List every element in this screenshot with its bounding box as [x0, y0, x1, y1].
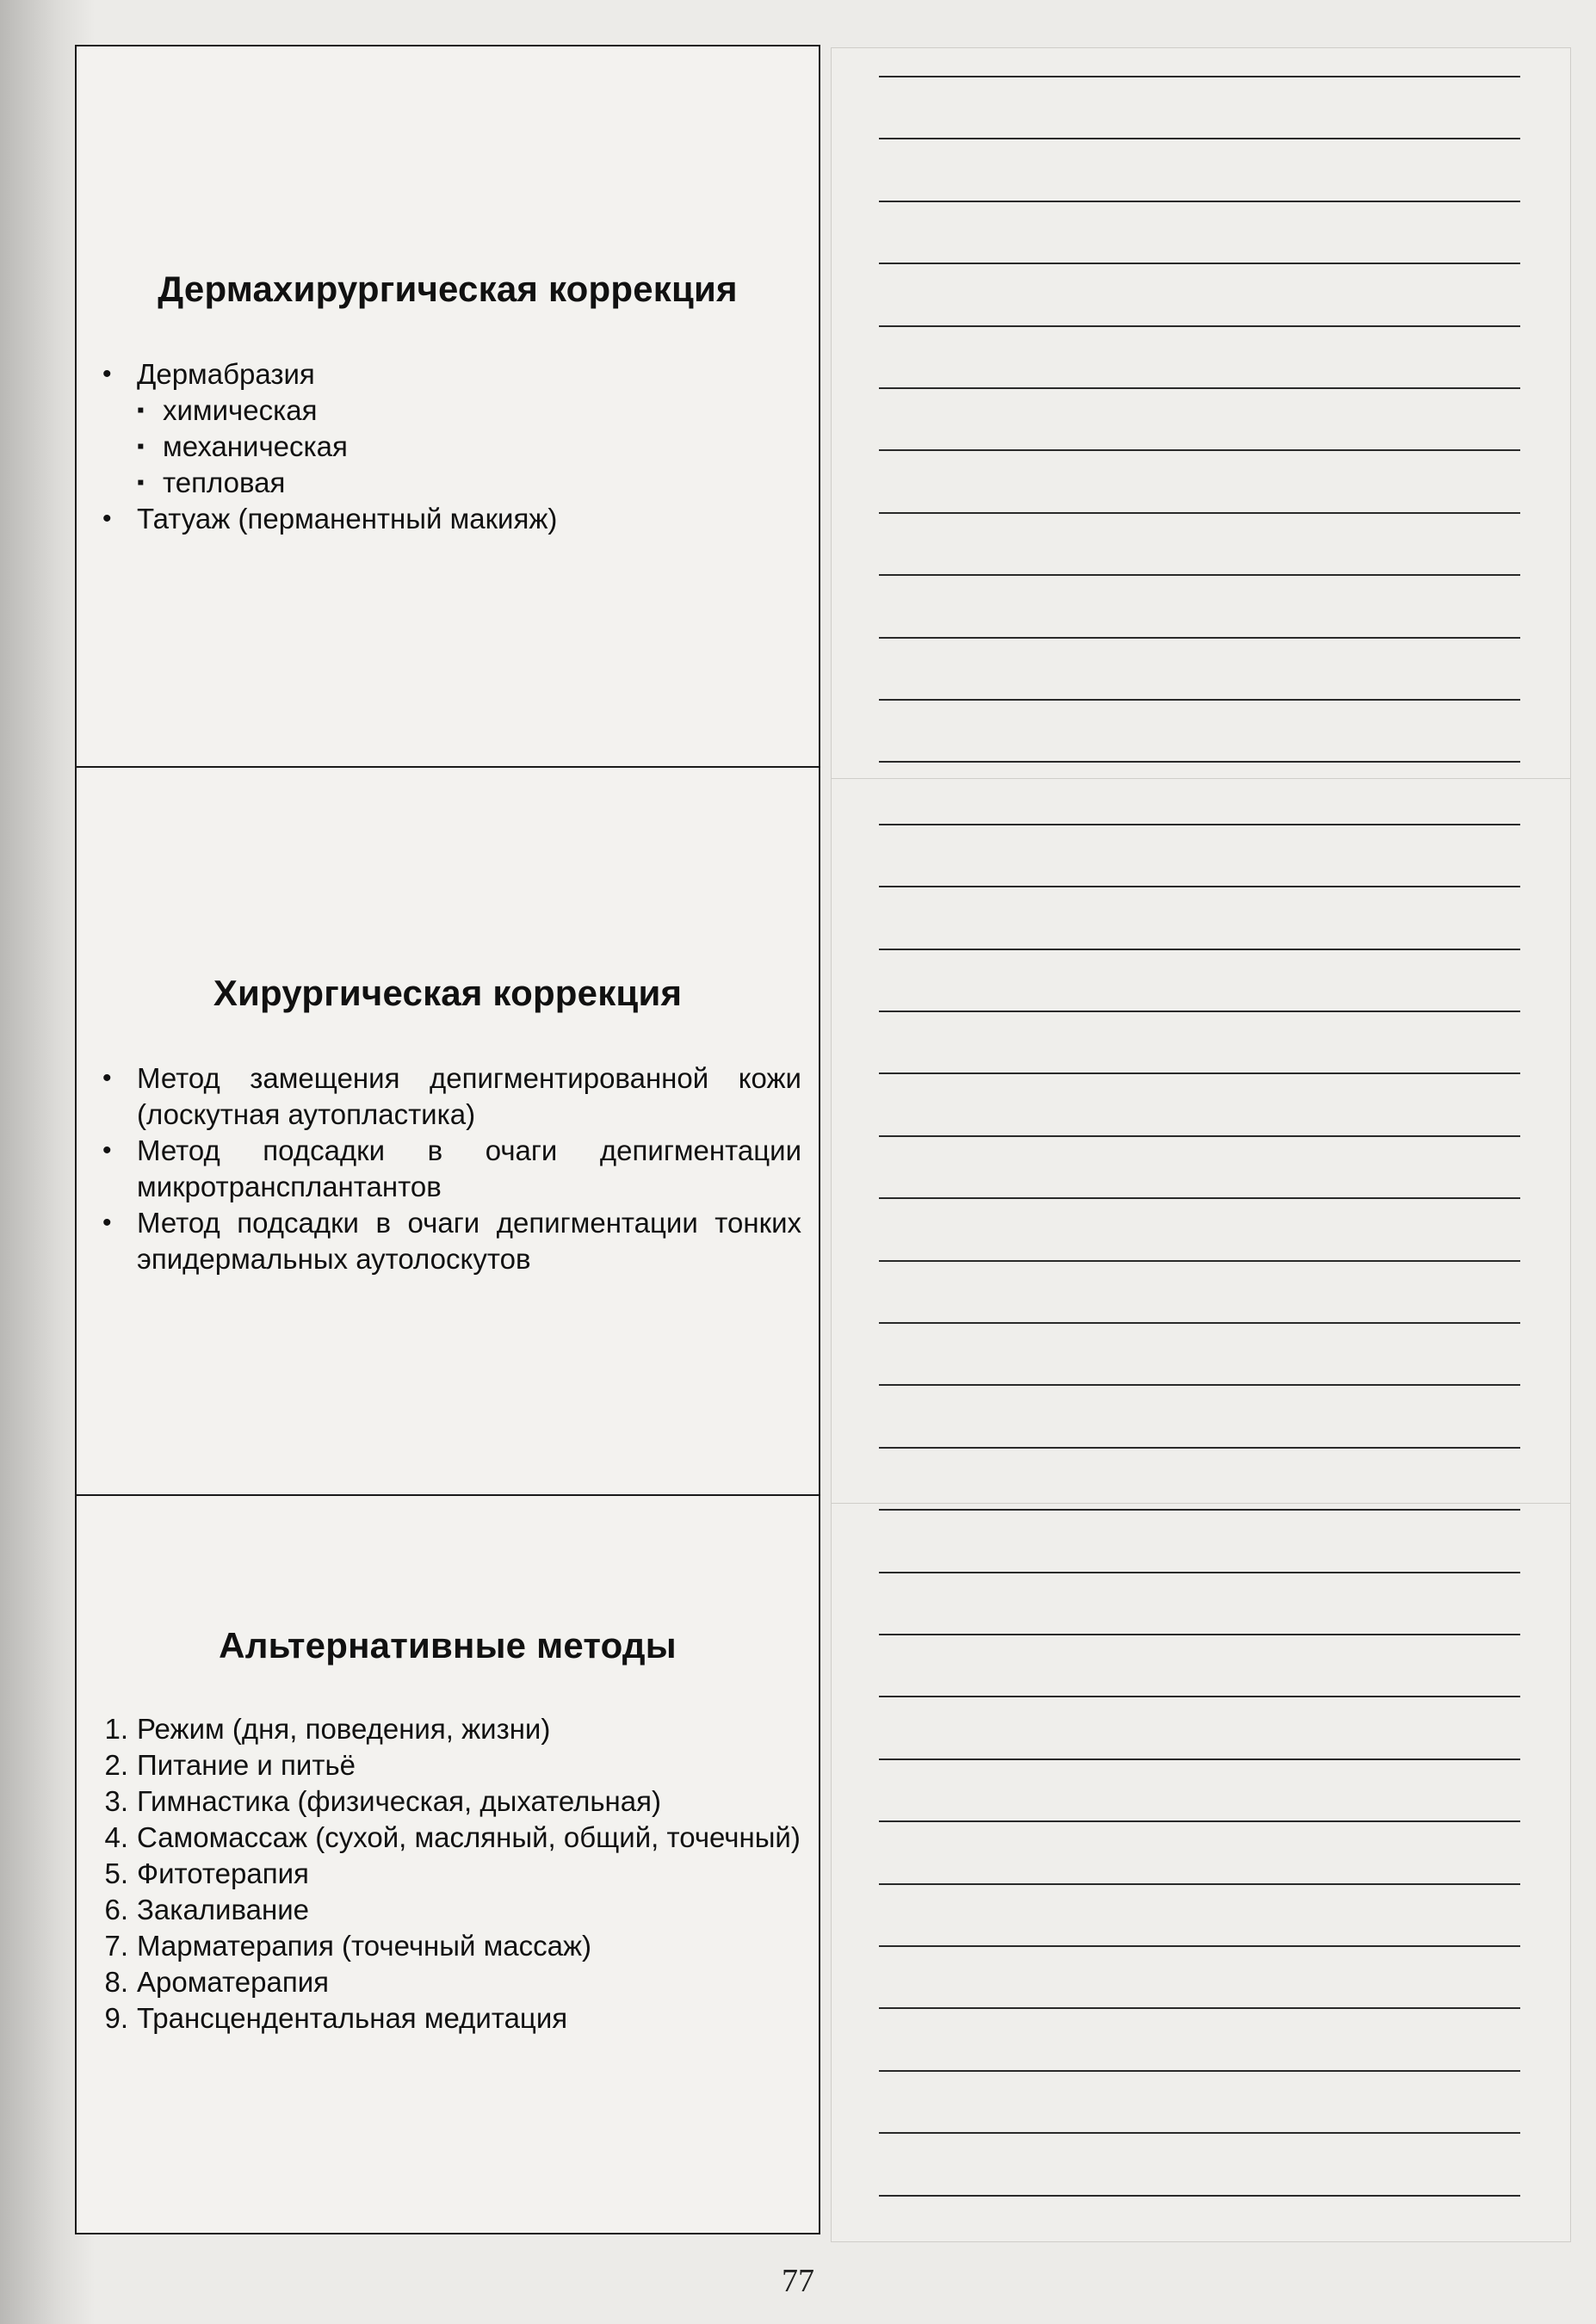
list-item — [94, 1747, 801, 1783]
writing-rule-line — [879, 2070, 1520, 2072]
list-item-text: Фитотерапия — [137, 1857, 309, 1889]
writing-rule-line — [879, 824, 1520, 825]
writing-rule-line — [879, 1883, 1520, 1885]
list-item-text: Дермабразия — [137, 358, 315, 390]
writing-rule-line — [879, 1011, 1520, 1012]
writing-rule-line — [879, 201, 1520, 202]
ruled-notes-panel — [831, 47, 1571, 2242]
list-item — [94, 1060, 801, 1133]
list-item-text: Ароматерапия — [137, 1966, 330, 1998]
writing-rule-line — [879, 1758, 1520, 1760]
list-item — [94, 2000, 801, 2037]
list-item-number: 4. — [104, 1821, 128, 1853]
sub-list-item — [94, 392, 801, 429]
writing-rule-line — [879, 1322, 1520, 1324]
writing-rule-line — [879, 138, 1520, 139]
writing-rule-line — [879, 1572, 1520, 1573]
writing-rule-line — [879, 325, 1520, 327]
writing-rule-line — [879, 949, 1520, 950]
list-item-number: 2. — [104, 1749, 128, 1781]
list-item — [94, 356, 801, 501]
writing-rule-line — [879, 1820, 1520, 1822]
card-alternative-methods — [75, 1494, 820, 2234]
writing-rule-line — [879, 1135, 1520, 1137]
writing-rule-line — [879, 1197, 1520, 1199]
list-item-text: Питание и питьё — [137, 1749, 356, 1781]
list-item-number: 9. — [104, 2002, 128, 2034]
writing-rule-line — [879, 1634, 1520, 1635]
writing-rule-line — [879, 637, 1520, 639]
list-item-number: 5. — [104, 1857, 128, 1889]
writing-rule-line — [879, 387, 1520, 389]
page-number: 77 — [782, 2263, 814, 2299]
writing-rule-line — [879, 574, 1520, 576]
section-divider — [832, 778, 1570, 779]
list-item-text: Метод замещения депигментированной кожи (лоскутная аутопластика) — [137, 1062, 801, 1130]
section-divider — [832, 1503, 1570, 1504]
writing-rule-line — [879, 1384, 1520, 1386]
writing-rule-line — [879, 449, 1520, 451]
sub-list-item — [94, 429, 801, 465]
card-title: Дермахирургическая коррекция — [158, 269, 738, 309]
list-item — [94, 1711, 801, 1747]
list-item — [94, 1205, 801, 1277]
sub-item-text: тепловая — [163, 467, 286, 498]
bullet-list — [94, 1060, 801, 1277]
writing-rule-line — [879, 76, 1520, 77]
writing-rule-line — [879, 263, 1520, 264]
writing-rule-line — [879, 1072, 1520, 1074]
list-item — [94, 1783, 801, 1820]
card-dermasurgical-correction — [75, 45, 820, 768]
list-item-number: 3. — [104, 1785, 128, 1817]
list-item-text: Самомассаж (сухой, масляный, общий, точечный) — [137, 1821, 801, 1853]
writing-rule-line — [879, 699, 1520, 701]
sub-list — [94, 392, 801, 501]
list-item — [94, 501, 801, 537]
writing-rule-line — [879, 886, 1520, 887]
list-item-text: Режим (дня, поведения, жизни) — [137, 1713, 551, 1745]
card-surgical-correction — [75, 766, 820, 1496]
writing-rule-line — [879, 1945, 1520, 1947]
list-item — [94, 1820, 801, 1856]
list-item-text: Метод подсадки в очаги депигментации тонких эпидермальных аутолоскутов — [137, 1207, 801, 1275]
writing-rule-line — [879, 512, 1520, 514]
writing-rule-line — [879, 1696, 1520, 1697]
list-item-text: Метод подсадки в очаги депигментации микротрансплантантов — [137, 1134, 801, 1202]
writing-rule-line — [879, 1260, 1520, 1262]
list-item-text: Гимнастика (физическая, дыхательная) — [137, 1785, 661, 1817]
writing-rule-line — [879, 2195, 1520, 2197]
writing-rule-line — [879, 1509, 1520, 1511]
list-item-number: 8. — [104, 1966, 128, 1998]
list-item-text: Закаливание — [137, 1894, 310, 1925]
card-title: Альтернативные методы — [219, 1625, 677, 1666]
writing-rule-line — [879, 2132, 1520, 2134]
bullet-list — [94, 356, 801, 537]
list-item-number: 7. — [104, 1930, 128, 1962]
list-item-text: Трансцендентальная медитация — [137, 2002, 568, 2034]
list-item — [94, 1856, 801, 1892]
list-item — [94, 1964, 801, 2000]
writing-rule-line — [879, 2007, 1520, 2009]
list-item-number: 6. — [104, 1894, 128, 1925]
list-item — [94, 1133, 801, 1205]
list-item-number: 1. — [104, 1713, 128, 1745]
numbered-list — [94, 1711, 801, 2037]
list-item-text: Марматерапия (точечный массаж) — [137, 1930, 592, 1962]
list-item — [94, 1928, 801, 1964]
sub-item-text: химическая — [163, 394, 318, 426]
writing-rule-line — [879, 761, 1520, 763]
card-title: Хирургическая коррекция — [213, 973, 683, 1013]
sub-list-item — [94, 465, 801, 501]
list-item-text: Татуаж (перманентный макияж) — [137, 503, 558, 535]
sub-item-text: механическая — [163, 430, 348, 462]
list-item — [94, 1892, 801, 1928]
writing-rule-line — [879, 1447, 1520, 1449]
